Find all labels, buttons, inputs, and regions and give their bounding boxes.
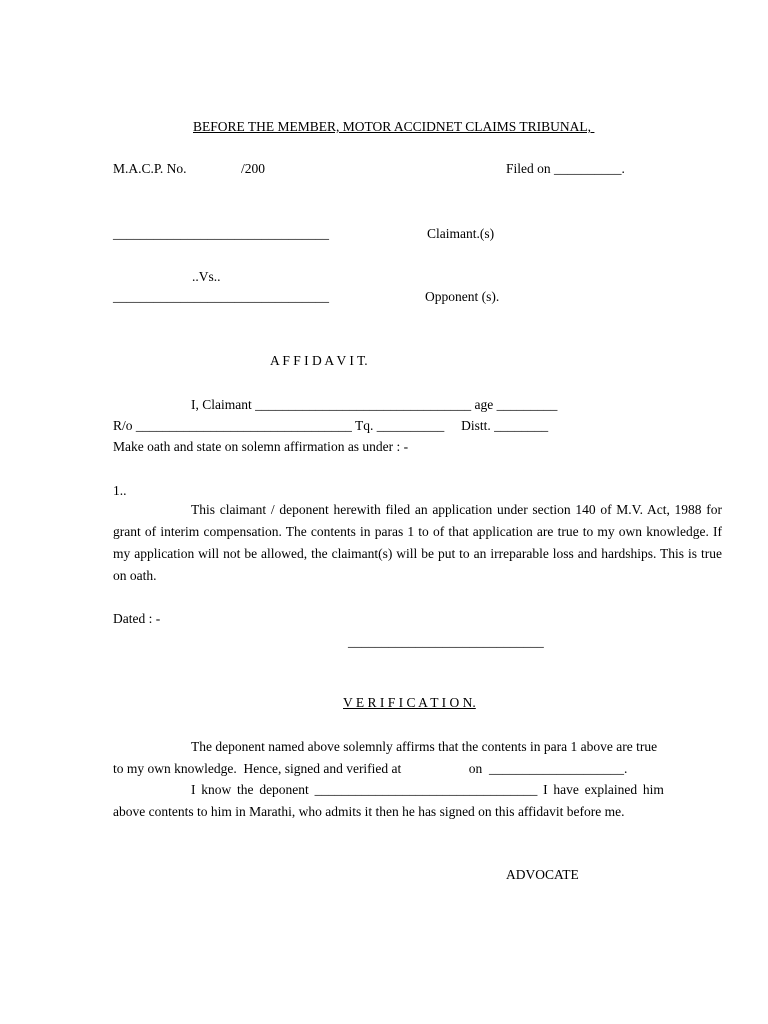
macp-label: M.A.C.P. No. <box>113 161 187 176</box>
affidavit-paragraph: This claimant / deponent herewith filed an application under section 140 of M.V. Act, 1988 for grant of interim compensation. The contents in paras 1 to of that application are true to my own knowledge. If my application will not be allowed, the claimant(s) will be put to an irreparable loss and hardships. This is true on oath. <box>113 502 722 583</box>
macp-year: /200 <box>241 161 266 176</box>
affidavit-title: A F F I D A V I T. <box>270 353 368 368</box>
claimant-details-line: I, Claimant ________________________________ age _________ <box>191 397 558 412</box>
verification-line-3: I know the deponent _________________________________ I have explained him <box>191 782 664 797</box>
versus-label: ..Vs.. <box>192 269 221 284</box>
verification-line-2: to my own knowledge. Hence, signed and verified at on ____________________. <box>113 761 628 776</box>
claimant-blank-line: ________________________________ <box>113 226 329 241</box>
signature-line: _____________________________ <box>348 634 544 649</box>
filed-on: Filed on __________. <box>506 161 625 176</box>
oath-statement: Make oath and state on solemn affirmation as under : - <box>113 439 409 454</box>
claimant-label: Claimant.(s) <box>427 226 495 241</box>
verification-title: V E R I F I C A T I O N. <box>343 695 476 710</box>
opponent-blank-line: ________________________________ <box>113 289 329 304</box>
paragraph-number: 1.. <box>113 483 127 498</box>
advocate-label: ADVOCATE <box>506 867 579 882</box>
tribunal-title: BEFORE THE MEMBER, MOTOR ACCIDNET CLAIMS TRIBUNAL, <box>193 119 595 134</box>
verification-line-1: The deponent named above solemnly affirms that the contents in para 1 above are true <box>191 739 658 754</box>
residence-details-line: R/o ________________________________ Tq. __________ Distt. ________ <box>113 418 549 433</box>
verification-line-4: above contents to him in Marathi, who admits it then he has signed on this affidavit before me. <box>113 804 625 819</box>
dated-label: Dated : - <box>113 611 161 626</box>
opponent-label: Opponent (s). <box>425 289 500 304</box>
